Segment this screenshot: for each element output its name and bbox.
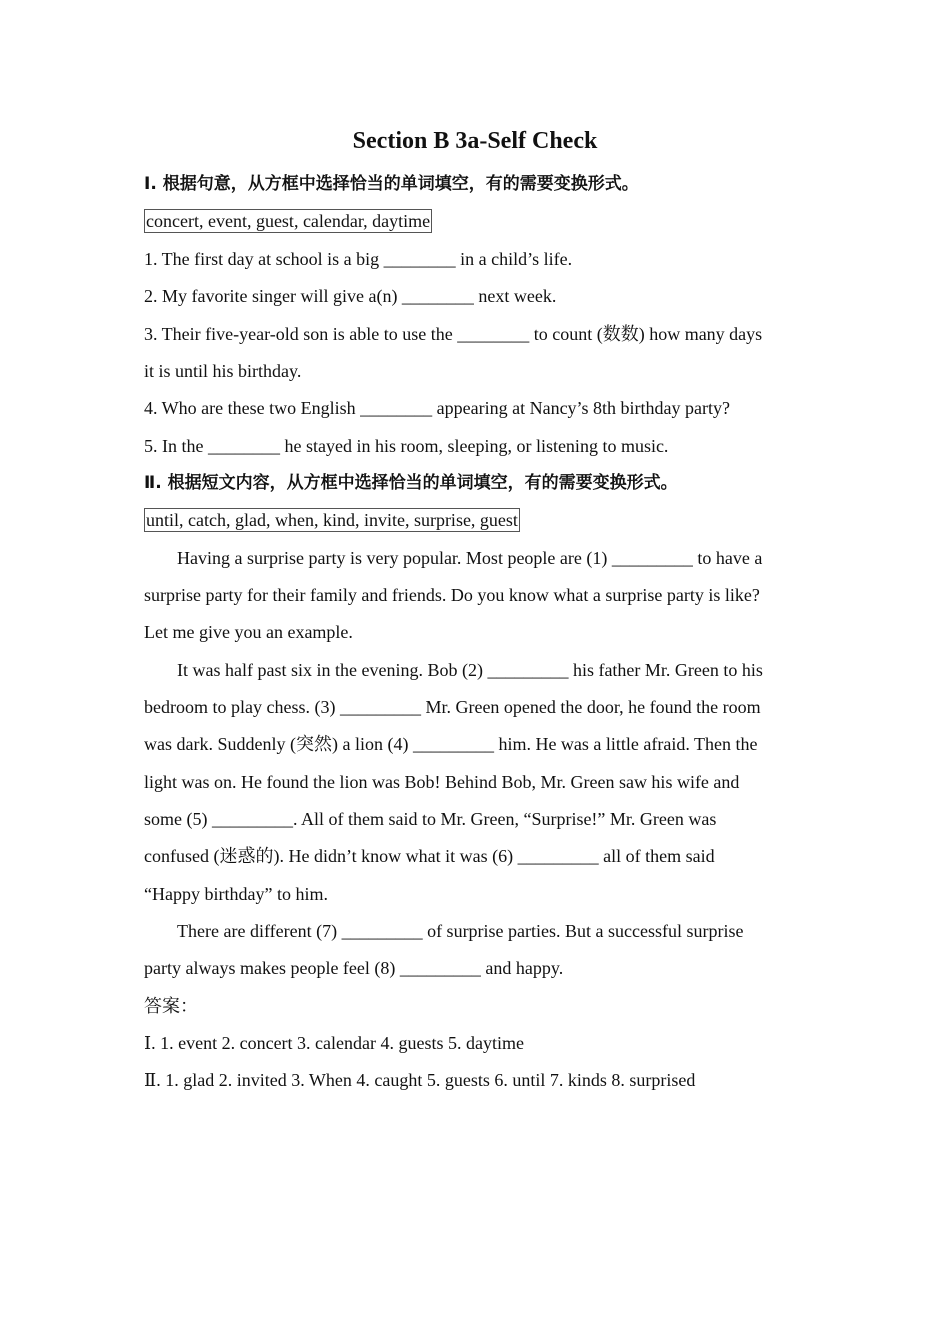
passage-line-10: “Happy birthday” to him. (144, 884, 328, 904)
part1-item-5: 5. In the ________ he stayed in his room, sleeping, or listening to music. (144, 436, 669, 456)
answers-label: 答案： (144, 996, 198, 1016)
passage-line-9: confused (迷惑的). He didn’t know what it was (6) _________ all of them said (144, 846, 715, 866)
part1-item-4: 4. Who are these two English ________ appearing at Nancy’s 8th birthday party? (144, 398, 731, 418)
part1-word-box-row (144, 208, 432, 234)
part2-heading: Ⅱ. 根据短文内容，从方框中选择恰当的单词填空，有的需要变换形式。 (144, 473, 678, 493)
part1-word-box: concert, event, guest, calendar, daytime (146, 211, 431, 231)
passage-line-4: It was half past six in the evening. Bob (2) _________ his father Mr. Green to his (177, 660, 763, 680)
passage-line-8: some (5) _________. All of them said to Mr. Green, “Surprise!” Mr. Green was (144, 809, 717, 829)
passage-line-7: light was on. He found the lion was Bob! Behind Bob, Mr. Green saw his wife and (144, 772, 740, 792)
passage-line-11: There are different (7) _________ of surprise parties. But a successful surprise (177, 921, 744, 941)
page-title: Section B 3a-Self Check (352, 128, 598, 154)
part1-heading: Ⅰ. 根据句意，从方框中选择恰当的单词填空，有的需要变换形式。 (144, 174, 639, 194)
part1-item-2: 2. My favorite singer will give a(n) ________ next week. (144, 286, 557, 306)
passage-line-5: bedroom to play chess. (3) _________ Mr. Green opened the door, he found the room (144, 697, 761, 717)
passage-line-12: party always makes people feel (8) _________ and happy. (144, 958, 564, 978)
part1-item-3-cont: it is until his birthday. (144, 361, 302, 381)
part1-item-3: 3. Their five-year-old son is able to use the ________ to count (数数) how many days (144, 324, 763, 344)
part2-word-box-row (144, 507, 520, 533)
part1-item-1: 1. The first day at school is a big ________ in a child’s life. (144, 249, 573, 269)
answers-part1: Ⅰ. 1. event 2. concert 3. calendar 4. guests 5. daytime (144, 1033, 524, 1053)
part2-word-box: until, catch, glad, when, kind, invite, surprise, guest (146, 510, 518, 530)
passage-line-3: Let me give you an example. (144, 622, 353, 642)
answers-part2: Ⅱ. 1. glad 2. invited 3. When 4. caught 5. guests 6. until 7. kinds 8. surprised (144, 1070, 696, 1090)
passage-line-2: surprise party for their family and friends. Do you know what a surprise party is like? (144, 585, 760, 605)
passage-line-6: was dark. Suddenly (突然) a lion (4) _________ him. He was a little afraid. Then the (144, 734, 758, 754)
passage-line-1: Having a surprise party is very popular. Most people are (1) _________ to have a (177, 548, 763, 568)
